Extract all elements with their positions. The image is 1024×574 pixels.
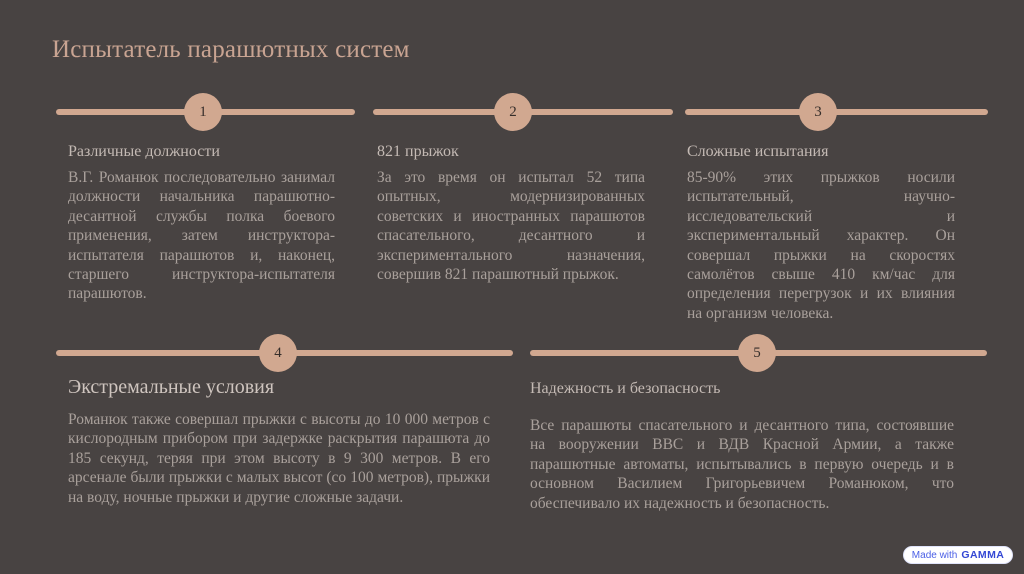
step-number: 1 (199, 103, 207, 120)
page-title: Испытатель парашютных систем (52, 36, 410, 63)
step-number: 5 (753, 344, 761, 361)
section-4-heading: Экстремальные условия (68, 376, 275, 398)
timeline-step-4-circle (259, 334, 297, 372)
section-1-heading: Различные должности (68, 143, 220, 160)
made-with-gamma-badge[interactable] (903, 546, 1013, 564)
step-number: 4 (274, 344, 282, 361)
badge-prefix-label: Made with (911, 549, 958, 561)
gamma-logo: GAMMA (961, 549, 1005, 561)
section-2-body: За это время он испытал 52 типа опытных, модернизированных советских и иностранных парашютов спасательного, десантного и экспериментального назначения, совершив 821 парашютный прыжок. (377, 169, 645, 284)
timeline-step-1-circle (184, 93, 222, 131)
section-2-heading: 821 прыжок (377, 143, 459, 160)
step-number: 2 (509, 103, 517, 120)
section-4-body: Романюк также совершал прыжки с высоты до 10 000 метров с кислородным прибором при задержке раскрытия парашюта до 185 секунд, теряя при этом высоту в 9 300 метров. В его арсенале были прыжки с малых высот (со 100 метров), прыжки на воду, ночные прыжки и другие сложные задачи. (68, 411, 490, 506)
step-number: 3 (814, 103, 822, 120)
section-5-heading: Надежность и безопасность (530, 380, 721, 397)
section-3-body: 85-90% этих прыжков носили испытательный, научно-исследовательский и экспериментальный характер. Он совершал прыжки на скоростях самолётов свыше 410 км/час для определения перегрузок и их влияния на организм человека. (687, 169, 955, 322)
section-1-body: В.Г. Романюк последовательно занимал должности начальника парашютно-десантной службы полка боевого применения, затем инструктора-испытателя парашютов и, наконец, старшего инструктора-испытателя парашютов. (68, 169, 335, 303)
section-5-body: Все парашюты спасательного и десантного типа, состоявшие на вооружении ВВС и ВДВ Красной Армии, а также парашютные автоматы, испытывались в первую очередь и в основном Василием Григорьевичем Романюком, что обеспечивало их надежность и безопасность. (530, 417, 954, 512)
timeline-step-5-circle (738, 334, 776, 372)
section-3-heading: Сложные испытания (687, 143, 829, 160)
timeline-step-2-circle (494, 93, 532, 131)
timeline-step-3-circle (799, 93, 837, 131)
